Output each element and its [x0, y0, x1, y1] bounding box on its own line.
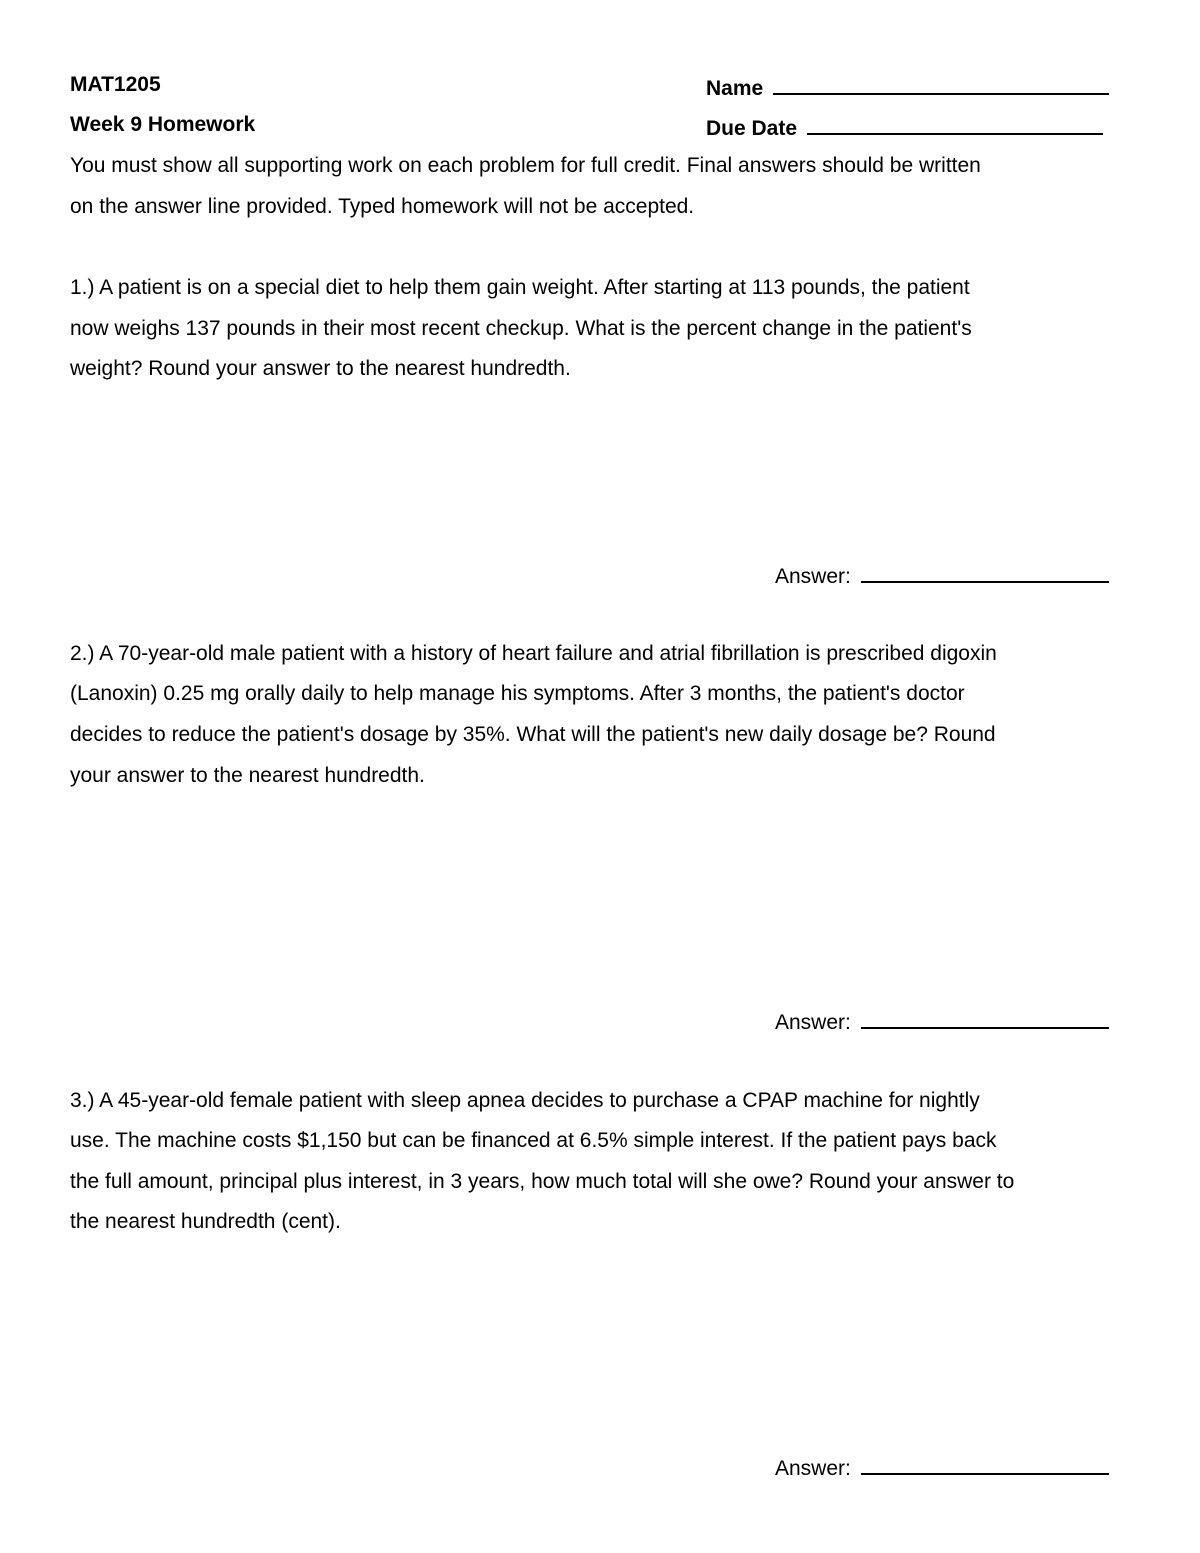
problem-2-line-2: (Lanoxin) 0.25 mg orally daily to help manage his symptoms. After 3 months, the patient's doctor — [70, 682, 965, 705]
due-date-field[interactable] — [706, 113, 1103, 141]
problem-1-line-3: weight? Round your answer to the nearest hundredth. — [70, 357, 571, 380]
name-field[interactable] — [706, 73, 1109, 101]
answer-blank-line[interactable] — [861, 1453, 1109, 1475]
problem-2-line-3: decides to reduce the patient's dosage by 35%. What will the patient's new daily dosage be? Round — [70, 723, 996, 746]
name-blank-line[interactable] — [773, 73, 1109, 95]
answer-label: Answer: — [775, 1011, 851, 1034]
assignment-title: Week 9 Homework — [70, 113, 256, 136]
due-date-label: Due Date — [706, 117, 798, 140]
problem-1-line-1: 1.) A patient is on a special diet to help them gain weight. After starting at 113 pounds, the patient — [70, 276, 970, 299]
problem-2-answer[interactable] — [775, 1007, 1109, 1035]
name-label: Name — [706, 77, 764, 100]
instructions-line-1: You must show all supporting work on each problem for full credit. Final answers should be written — [70, 154, 981, 177]
problem-1-answer[interactable] — [775, 561, 1109, 589]
problem-3-line-3: the full amount, principal plus interest, in 3 years, how much total will she owe? Round your answer to — [70, 1170, 1015, 1193]
course-code: MAT1205 — [70, 73, 161, 96]
problem-3-line-4: the nearest hundredth (cent). — [70, 1210, 341, 1233]
answer-blank-line[interactable] — [861, 561, 1109, 583]
problem-2-line-1: 2.) A 70-year-old male patient with a history of heart failure and atrial fibrillation is prescribed digoxin — [70, 642, 997, 665]
problem-1-line-2: now weighs 137 pounds in their most recent checkup. What is the percent change in the patient's — [70, 317, 972, 340]
instructions-line-2: on the answer line provided. Typed homework will not be accepted. — [70, 195, 695, 218]
problem-2-line-4: your answer to the nearest hundredth. — [70, 764, 425, 787]
due-date-blank-line[interactable] — [807, 113, 1103, 135]
answer-label: Answer: — [775, 565, 851, 588]
answer-blank-line[interactable] — [861, 1007, 1109, 1029]
problem-3-line-1: 3.) A 45-year-old female patient with sleep apnea decides to purchase a CPAP machine for nightly — [70, 1089, 980, 1112]
answer-label: Answer: — [775, 1457, 851, 1480]
problem-3-answer[interactable] — [775, 1453, 1109, 1481]
problem-3-line-2: use. The machine costs $1,150 but can be financed at 6.5% simple interest. If the patient pays back — [70, 1129, 997, 1152]
